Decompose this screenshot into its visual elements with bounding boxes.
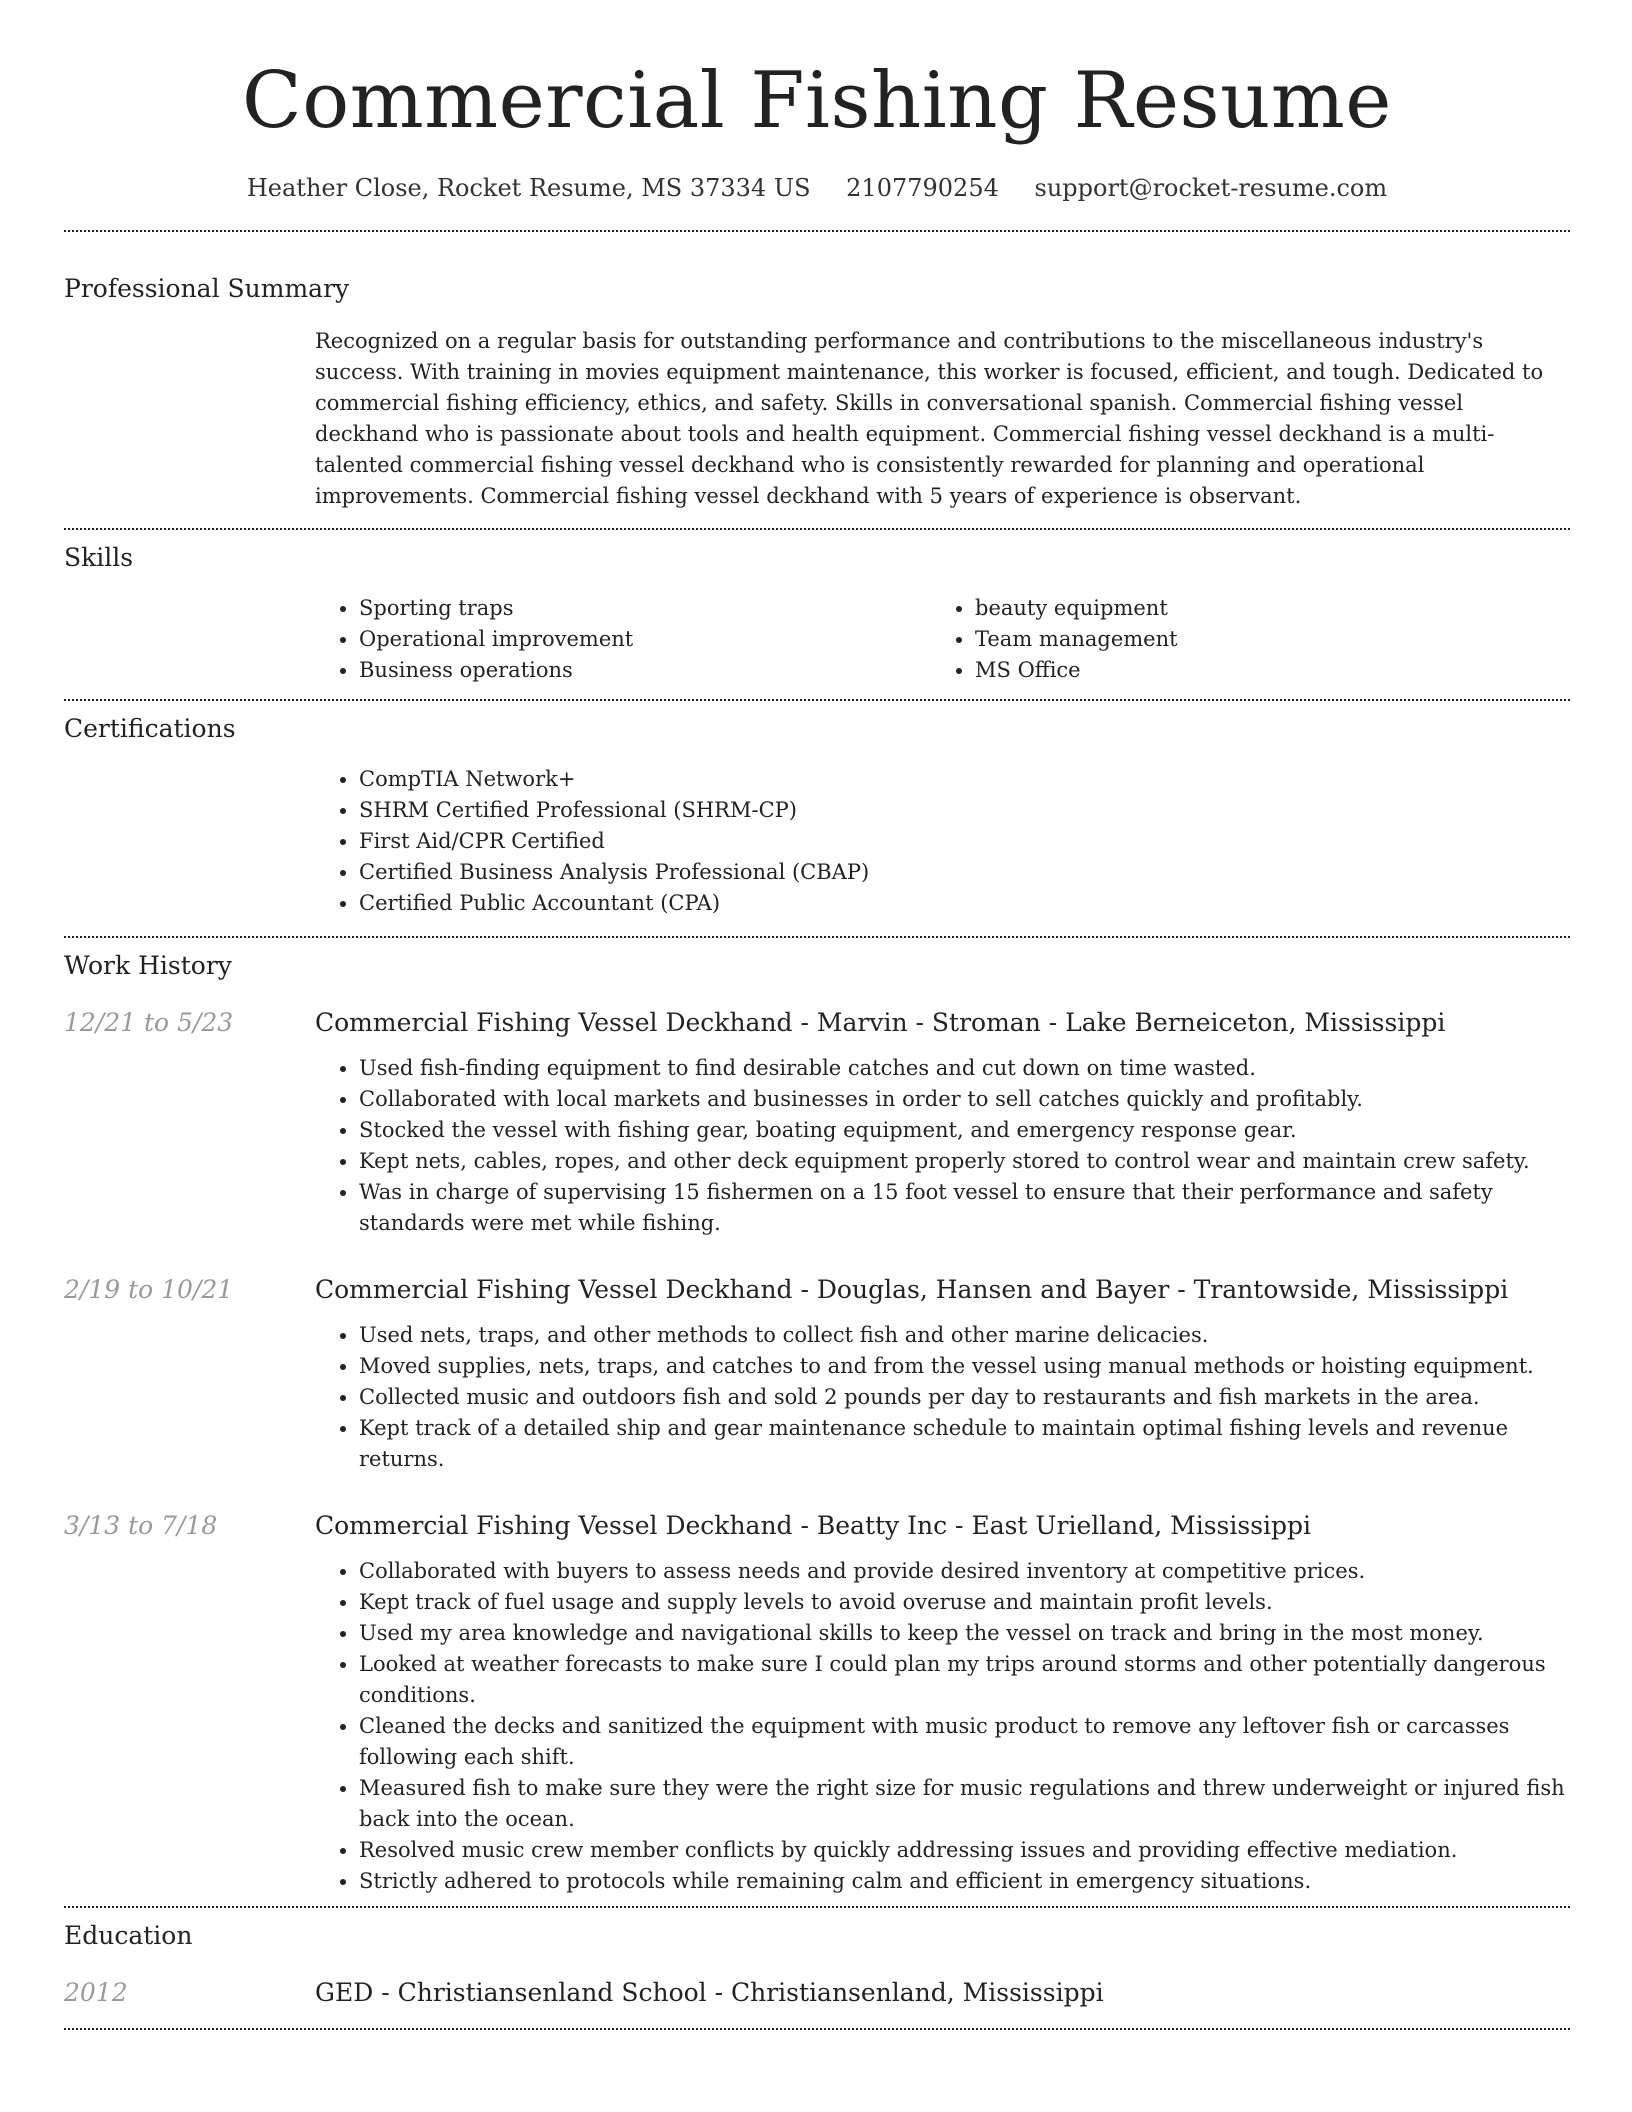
- job-bullet: • Stocked the vessel with fishing gear, boating equipment, and emergency response gear.: [359, 1115, 1570, 1146]
- contact-email: support@rocket-resume.com: [1034, 174, 1388, 202]
- skill-item: • MS Office: [975, 655, 1531, 686]
- divider: [64, 936, 1570, 938]
- education-heading: Education: [64, 1921, 193, 1950]
- contact-phone: 2107790254: [846, 174, 999, 202]
- job-bullet: • Collaborated with local markets and businesses in order to sell catches quickly and profitably.: [359, 1084, 1570, 1115]
- skills-section: [64, 541, 1570, 686]
- job-bullet: • Used nets, traps, and other methods to collect fish and other marine delicacies.: [359, 1320, 1570, 1351]
- skill-item: • Team management: [975, 624, 1531, 655]
- resume-page: [64, 0, 1570, 2030]
- certifications-list: [315, 764, 1570, 919]
- contact-address: Heather Close, Rocket Resume, MS 37334 US: [246, 174, 811, 202]
- skills-list: [315, 593, 1570, 686]
- certification-item: • CompTIA Network+: [359, 764, 1570, 795]
- education-entry: [64, 1976, 1570, 2010]
- job-entry: [64, 1509, 1570, 1897]
- job-bullet: • Measured fish to make sure they were the right size for music regulations and threw underweight or injured fish back into the ocean.: [359, 1773, 1570, 1835]
- certification-item: • Certified Business Analysis Professional (CBAP): [359, 857, 1570, 888]
- job-bullet: • Used fish-finding equipment to find desirable catches and cut down on time wasted.: [359, 1053, 1570, 1084]
- job-bullet: • Strictly adhered to protocols while remaining calm and efficient in emergency situations.: [359, 1866, 1570, 1897]
- certification-item: • SHRM Certified Professional (SHRM-CP): [359, 795, 1570, 826]
- skill-item: • Business operations: [359, 655, 931, 686]
- job-title: Commercial Fishing Vessel Deckhand - Marvin - Stroman - Lake Berneiceton, Mississippi: [315, 1008, 1446, 1037]
- job-title: Commercial Fishing Vessel Deckhand - Douglas, Hansen and Bayer - Trantowside, Mississippi: [315, 1275, 1509, 1304]
- certification-item: • First Aid/CPR Certified: [359, 826, 1570, 857]
- education-date: 2012: [64, 1978, 128, 2007]
- education-title: GED - Christiansenland School - Christiansenland, Mississippi: [315, 1978, 1104, 2007]
- divider: [64, 1906, 1570, 1908]
- job-bullet: • Cleaned the decks and sanitized the equipment with music product to remove any leftover fish or carcasses following each shift.: [359, 1711, 1570, 1773]
- job-bullets: [315, 1556, 1570, 1897]
- job-bullet: • Collaborated with buyers to assess needs and provide desired inventory at competitive prices.: [359, 1556, 1570, 1587]
- divider: [64, 699, 1570, 701]
- job-bullet: • Looked at weather forecasts to make sure I could plan my trips around storms and other potentially dangerous conditions.: [359, 1649, 1570, 1711]
- resume-title: Commercial Fishing Resume: [242, 56, 1392, 146]
- skills-column-left: [315, 593, 931, 686]
- summary-heading: Professional Summary: [64, 274, 350, 303]
- job-date: 2/19 to 10/21: [64, 1275, 234, 1304]
- skill-item: • beauty equipment: [975, 593, 1531, 624]
- job-title: Commercial Fishing Vessel Deckhand - Beatty Inc - East Urielland, Mississippi: [315, 1511, 1312, 1540]
- divider: [64, 2028, 1570, 2030]
- job-bullet: • Was in charge of supervising 15 fishermen on a 15 foot vessel to ensure that their performance and safety standards were met while fishing.: [359, 1177, 1570, 1239]
- job-bullet: • Moved supplies, nets, traps, and catches to and from the vessel using manual methods or hoisting equipment.: [359, 1351, 1570, 1382]
- certifications-heading: Certifications: [64, 714, 236, 743]
- job-date: 3/13 to 7/18: [64, 1511, 218, 1540]
- job-bullet: • Used my area knowledge and navigational skills to keep the vessel on track and bring in the most money.: [359, 1618, 1570, 1649]
- skill-item: • Operational improvement: [359, 624, 931, 655]
- divider: [64, 528, 1570, 530]
- education-section: [64, 1919, 1570, 2010]
- certifications-section: [64, 712, 1570, 919]
- job-bullet: • Resolved music crew member conflicts by quickly addressing issues and providing effective mediation.: [359, 1835, 1570, 1866]
- job-bullets: [315, 1320, 1570, 1475]
- work-history-heading: Work History: [64, 951, 232, 980]
- job-entry: [64, 1273, 1570, 1475]
- skills-column-right: [931, 593, 1531, 686]
- job-date: 12/21 to 5/23: [64, 1008, 234, 1037]
- divider: [64, 230, 1570, 232]
- job-bullet: • Kept track of a detailed ship and gear maintenance schedule to maintain optimal fishing levels and revenue returns.: [359, 1413, 1570, 1475]
- work-history-section: [64, 949, 1570, 1897]
- contact-line: [64, 171, 1570, 205]
- skills-heading: Skills: [64, 543, 134, 572]
- job-bullet: • Kept nets, cables, ropes, and other deck equipment properly stored to control wear and maintain crew safety.: [359, 1146, 1570, 1177]
- skill-item: • Sporting traps: [359, 593, 931, 624]
- summary-section: [64, 272, 1570, 512]
- certification-item: • Certified Public Accountant (CPA): [359, 888, 1570, 919]
- job-entry: [64, 1006, 1570, 1239]
- summary-text: Recognized on a regular basis for outstanding performance and contributions to the miscellaneous industry's success. With training in movies equipment maintenance, this worker is focused, efficient, and tough. Dedicated to commercial fishing efficiency, ethics, and safety. Skills in conversational spanish. Commercial fishing vessel deckhand who is passionate about tools and health equipment. Commercial fishing vessel deckhand is a multi-talented commercial fishing vessel deckhand who is consistently rewarded for planning and operational improvements. Commercial fishing vessel deckhand with 5 years of experience is observant.: [315, 329, 1544, 508]
- job-bullets: [315, 1053, 1570, 1239]
- job-bullet: • Kept track of fuel usage and supply levels to avoid overuse and maintain profit levels.: [359, 1587, 1570, 1618]
- job-bullet: • Collected music and outdoors fish and sold 2 pounds per day to restaurants and fish markets in the area.: [359, 1382, 1570, 1413]
